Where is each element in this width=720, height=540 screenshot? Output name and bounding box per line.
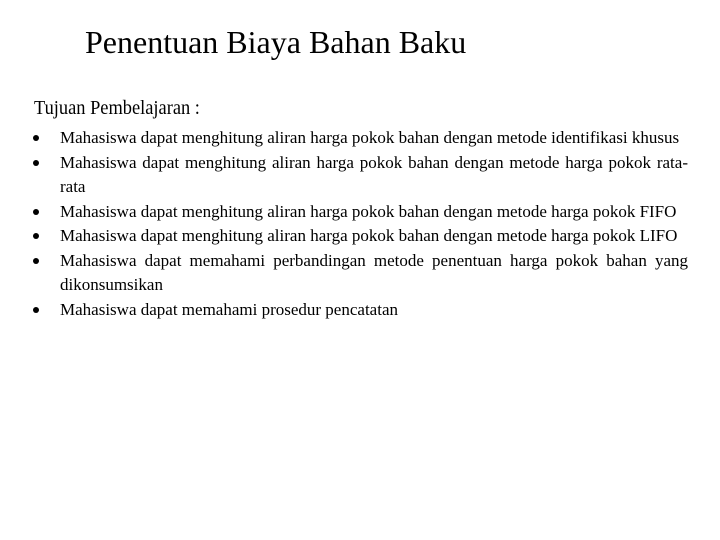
objective-text: Mahasiswa dapat menghitung aliran harga pokok bahan dengan metode identifikasi khusus <box>60 128 680 147</box>
learning-objectives-heading: Tujuan Pembelajaran : <box>34 97 200 119</box>
learning-objectives-list <box>60 126 688 322</box>
list-item <box>60 298 688 323</box>
objective-text: Mahasiswa dapat menghitung aliran harga pokok bahan dengan metode harga pokok LIFO <box>60 226 678 245</box>
bullet-icon <box>33 258 39 264</box>
bullet-icon <box>33 233 39 239</box>
objective-text: Mahasiswa dapat memahami prosedur pencatatan <box>60 299 398 319</box>
list-item <box>60 224 688 249</box>
objective-text: Mahasiswa dapat menghitung aliran harga pokok bahan dengan metode harga pokok FIFO <box>60 201 677 221</box>
list-item <box>60 151 688 200</box>
objective-text: Mahasiswa dapat memahami perbandingan metode penentuan harga pokok bahan yang dikonsumsikan <box>60 250 688 294</box>
bullet-icon <box>33 135 39 141</box>
objective-text: Mahasiswa dapat menghitung aliran harga pokok bahan dengan metode harga pokok rata-rata <box>60 152 688 196</box>
list-item <box>60 249 688 298</box>
bullet-icon <box>33 209 39 215</box>
list-item <box>60 126 688 151</box>
slide-title: Penentuan Biaya Bahan Baku <box>85 24 467 60</box>
list-item <box>60 200 688 225</box>
bullet-icon <box>33 307 39 313</box>
bullet-icon <box>33 160 39 166</box>
